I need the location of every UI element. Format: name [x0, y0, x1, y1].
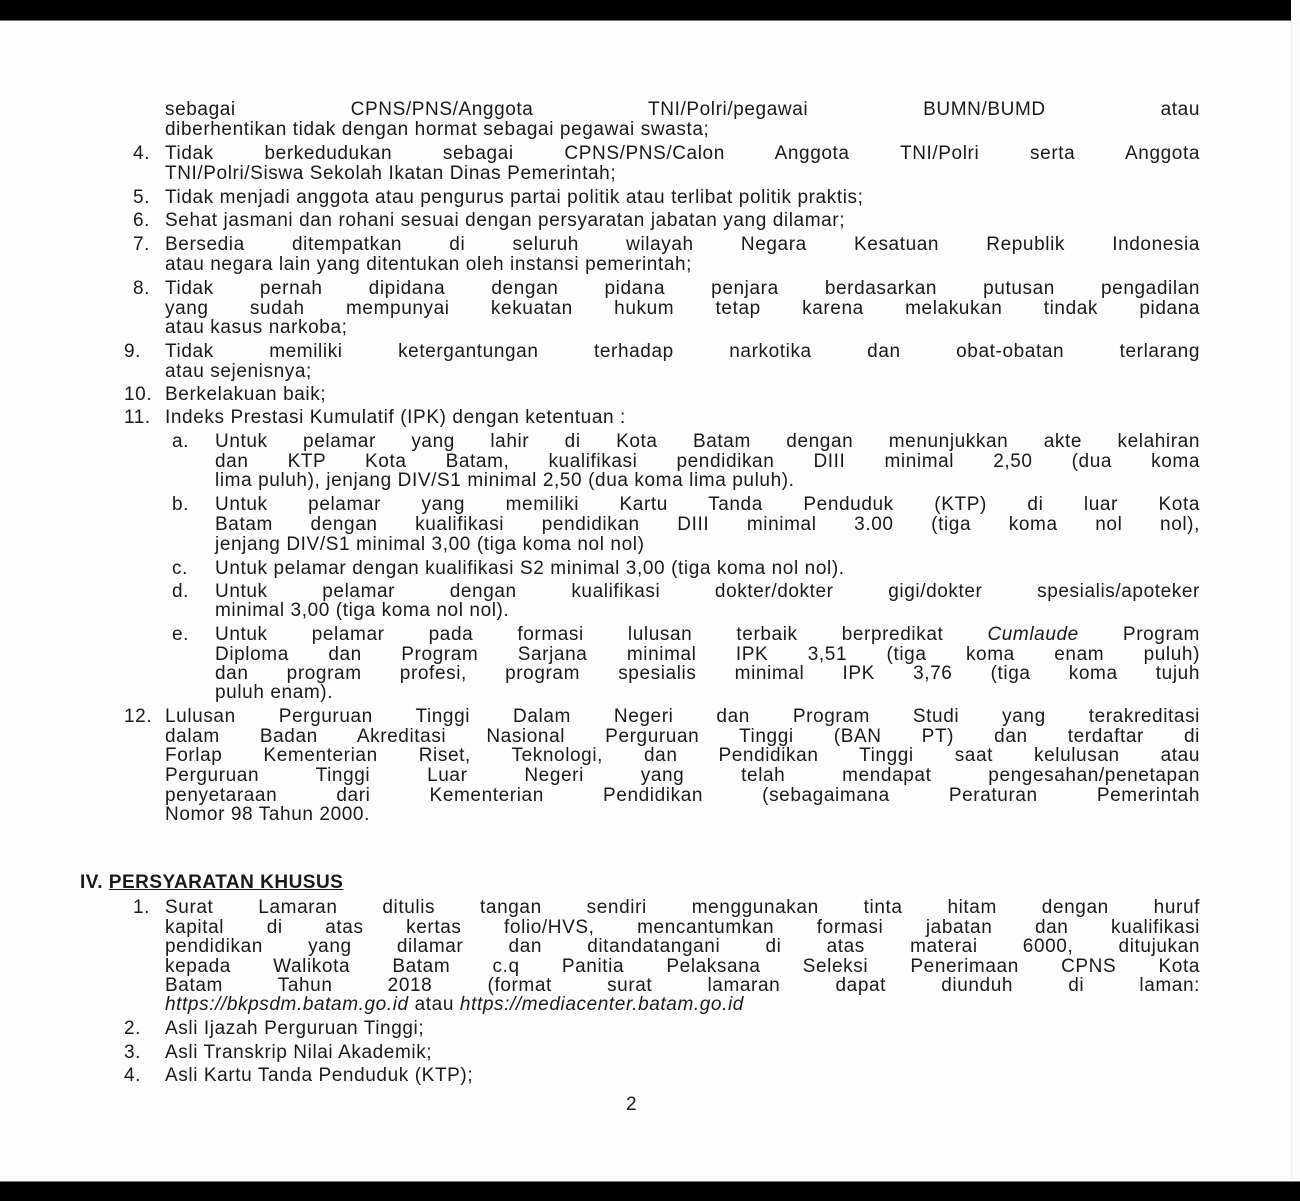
s4-item-4: Asli Kartu Tanda Penduduk (KTP);	[165, 1065, 474, 1086]
item-number: 4.	[133, 143, 151, 164]
subitem-a-line-3: lima puluh), jenjang DIV/S1 minimal 2,50 (dua koma lima puluh).	[215, 470, 795, 491]
subitem-e-text-pre: Untuk pelamar pada formasi lulusan terbaik berpredikat	[215, 624, 944, 645]
item-12-line-3: Forlap Kementerian Riset, Teknologi, dan Pendidikan Tinggi saat kelulusan atau	[165, 745, 1200, 766]
item-4-line-1: Tidak berkedudukan sebagai CPNS/PNS/Calon Anggota TNI/Polri serta Anggota	[165, 143, 1200, 164]
s4-item-1-line-4: kepada Walikota Batam c.q Panitia Pelaksana Seleksi Penerimaan CPNS Kota	[165, 956, 1200, 977]
item-10-line-1: Berkelakuan baik;	[165, 384, 327, 405]
item-9-line-2: atau sejenisnya;	[165, 361, 312, 382]
item-number: 6.	[133, 210, 151, 231]
item-number: 12.	[124, 706, 153, 727]
subitem-b-line-1: Untuk pelamar yang memiliki Kartu Tanda Penduduk (KTP) di luar Kota	[215, 494, 1200, 515]
subitem-e-text-post: Program	[1122, 624, 1200, 645]
item-8-line-2: yang sudah mempunyai kekuatan hukum tetap karena melakukan tindak pidana	[165, 298, 1200, 319]
item-4-line-2: TNI/Polri/Siswa Sekolah Ikatan Dinas Pemerintah;	[165, 163, 617, 184]
item-12-line-6: Nomor 98 Tahun 2000.	[165, 804, 370, 825]
subitem-e-line-4: puluh enam).	[215, 682, 334, 703]
item-5-line-1: Tidak menjadi anggota atau pengurus partai politik atau terlibat politik praktis;	[165, 187, 864, 208]
s4-item-2: Asli Ijazah Perguruan Tinggi;	[165, 1018, 425, 1039]
subitem-letter: d.	[172, 581, 190, 602]
subitem-letter: e.	[172, 624, 190, 645]
subitem-e-line-3: dan program profesi, program spesialis minimal IPK 3,76 (tiga koma tujuh	[215, 663, 1200, 684]
item-12-line-4: Perguruan Tinggi Luar Negeri yang telah mendapat pengesahan/penetapan	[165, 765, 1200, 786]
section-roman: IV.	[80, 872, 103, 893]
subitem-d-line-1: Untuk pelamar dengan kualifikasi dokter/dokter gigi/dokter spesialis/apoteker	[215, 581, 1200, 602]
item-7-line-2: atau negara lain yang ditentukan oleh instansi pemerintah;	[165, 254, 693, 275]
subitem-a-line-2: dan KTP Kota Batam, kualifikasi pendidikan DIII minimal 2,50 (dua koma	[215, 451, 1200, 472]
item-number: 8.	[133, 278, 151, 299]
subitem-c-line-1: Untuk pelamar dengan kualifikasi S2 minimal 3,00 (tiga koma nol nol).	[215, 558, 845, 579]
subitem-letter: a.	[172, 431, 190, 452]
url-mediacenter[interactable]: https://mediacenter.batam.go.id	[459, 994, 744, 1015]
item-12-line-1: Lulusan Perguruan Tinggi Dalam Negeri dan Program Studi yang terakreditasi	[165, 706, 1200, 727]
s4-item-1-line-3: pendidikan yang dilamar dan ditandatangani di atas materai 6000, ditujukan	[165, 936, 1200, 957]
item-11-line-1: Indeks Prestasi Kumulatif (IPK) dengan ketentuan :	[165, 407, 626, 428]
page-number: 2	[626, 1094, 637, 1115]
subitem-e-line-1	[215, 625, 1200, 645]
cumlaude-italic: Cumlaude	[987, 624, 1079, 645]
s4-item-1-line-6	[165, 995, 744, 1015]
item-6-line-1: Sehat jasmani dan rohani sesuai dengan persyaratan jabatan yang dilamar;	[165, 210, 846, 231]
item-number: 10.	[124, 384, 153, 405]
subitem-a-line-1: Untuk pelamar yang lahir di Kota Batam dengan menunjukkan akte kelahiran	[215, 431, 1200, 452]
bottom-black-border	[0, 1181, 1300, 1201]
subitem-b-line-3: jenjang DIV/S1 minimal 3,00 (tiga koma nol nol)	[215, 534, 645, 555]
url-bkpsdm[interactable]: https://bkpsdm.batam.go.id	[165, 994, 409, 1015]
item-12-line-5: penyetaraan dari Kementerian Pendidikan (sebagaimana Peraturan Pemerintah	[165, 785, 1200, 806]
subitem-e-line-2: Diploma dan Program Sarjana minimal IPK 3,51 (tiga koma enam puluh)	[215, 644, 1200, 665]
item-12-line-2: dalam Badan Akreditasi Nasional Perguruan Tinggi (BAN PT) dan terdaftar di	[165, 726, 1200, 747]
item-number: 4.	[124, 1065, 142, 1086]
subitem-b-line-2: Batam dengan kualifikasi pendidikan DIII minimal 3.00 (tiga koma nol nol),	[215, 514, 1200, 535]
item-9-line-1: Tidak memiliki ketergantungan terhadap narkotika dan obat-obatan terlarang	[165, 341, 1200, 362]
item-number: 11.	[124, 407, 151, 428]
subitem-letter: c.	[172, 558, 188, 579]
item-number: 3.	[124, 1042, 142, 1063]
item-8-line-1: Tidak pernah dipidana dengan pidana penjara berdasarkan putusan pengadilan	[165, 278, 1200, 299]
subitem-d-line-2: minimal 3,00 (tiga koma nol nol).	[215, 600, 510, 621]
section-heading	[80, 873, 343, 893]
item-number: 5.	[133, 187, 151, 208]
item-number: 2.	[124, 1018, 142, 1039]
subitem-letter: b.	[172, 494, 190, 515]
item-number: 7.	[133, 234, 151, 255]
item-number: 1.	[133, 897, 151, 918]
s4-item-1-line-2: kapital di atas kertas folio/HVS, mencantumkan formasi jabatan dan kualifikasi	[165, 917, 1200, 938]
url-connector: atau	[414, 994, 455, 1015]
continuation-line-2: diberhentikan tidak dengan hormat sebagai pegawai swasta;	[165, 119, 710, 140]
item-8-line-3: atau kasus narkoba;	[165, 317, 348, 338]
s4-item-1-line-5: Batam Tahun 2018 (format surat lamaran dapat diunduh di laman:	[165, 975, 1200, 996]
continuation-line-1: sebagai CPNS/PNS/Anggota TNI/Polri/pegawai BUMN/BUMD atau	[165, 99, 1200, 120]
section-title: PERSYARATAN KHUSUS	[108, 872, 344, 893]
s4-item-1-line-1: Surat Lamaran ditulis tangan sendiri menggunakan tinta hitam dengan huruf	[165, 897, 1200, 918]
item-number: 9.	[124, 341, 142, 362]
item-7-line-1: Bersedia ditempatkan di seluruh wilayah Negara Kesatuan Republik Indonesia	[165, 234, 1200, 255]
s4-item-3: Asli Transkrip Nilai Akademik;	[165, 1042, 433, 1063]
